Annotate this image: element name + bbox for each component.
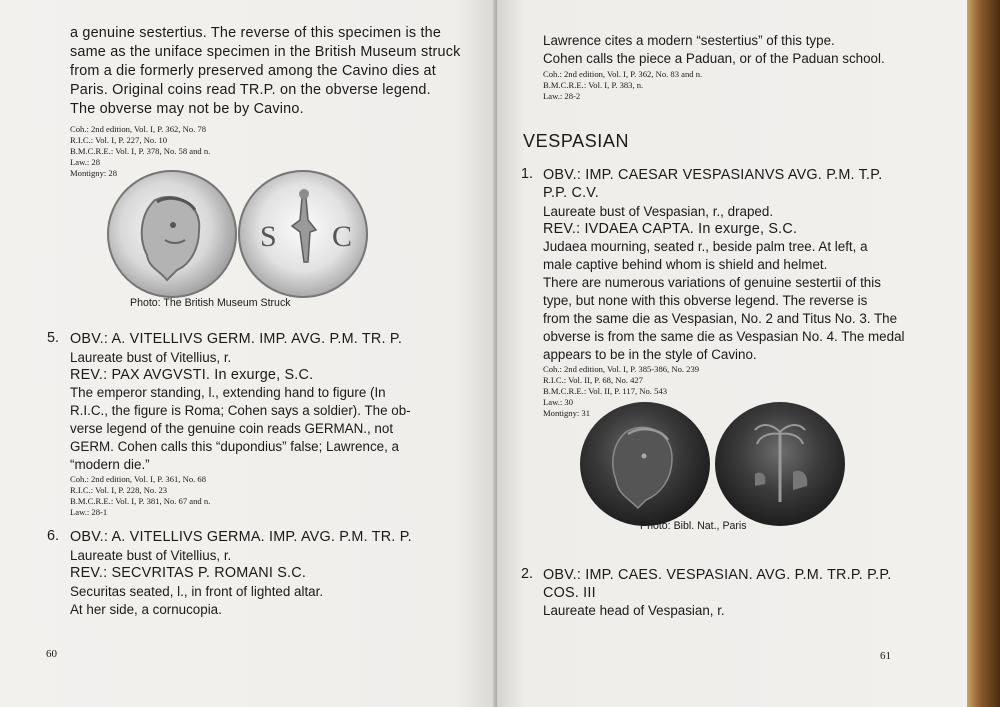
reference-line: B.M.C.R.E.: Vol. I, P. 378, No. 58 and n. — [70, 146, 211, 156]
vespasian-reverse-coin-image — [715, 402, 845, 526]
vitellius-obverse-coin-image — [107, 170, 237, 298]
reference-line: Coh.: 2nd edition, Vol. I, P. 362, No. 83 and n. — [543, 69, 703, 79]
reference-line: Law.: 28-1 — [70, 507, 108, 517]
description-line: GERM. Cohen calls this “dupondius” false; Lawrence, a — [70, 439, 399, 454]
description-line: Laureate head of Vespasian, r. — [543, 603, 725, 618]
description-line: The emperor standing, l., extending hand to figure (In — [70, 385, 386, 400]
description-line: There are numerous variations of genuine sestertii of this — [543, 275, 881, 290]
intro-line: from a die formerly preserved among the Cavino dies at — [70, 63, 436, 79]
description-line: male captive behind whom is shield and helmet. — [543, 257, 828, 272]
reference-line: B.M.C.R.E.: Vol. I, P. 383, n. — [543, 80, 644, 90]
reference-line: Montigny: 31 — [543, 408, 591, 418]
description-line: Laureate bust of Vespasian, r., draped. — [543, 204, 774, 219]
vitellius-reverse-coin-image — [238, 170, 368, 298]
section-heading: VESPASIAN — [523, 131, 630, 151]
reference-line: Law.: 28 — [70, 157, 100, 167]
obverse-legend: P.P. C.V. — [543, 185, 599, 201]
vespasian-obverse-coin-image — [580, 402, 710, 526]
reference-line: Montigny: 28 — [70, 168, 118, 178]
description-line: type, but none with this obverse legend. The reverse is — [543, 293, 868, 308]
entry-number: 1. — [521, 166, 534, 182]
svg-text:S: S — [260, 220, 277, 253]
reference-line: Law.: 30 — [543, 397, 573, 407]
description-line: Securitas seated, l., in front of lighted altar. — [70, 584, 324, 599]
description-line: R.I.C., the figure is Roma; Cohen says a soldier). The ob- — [70, 403, 411, 418]
description-line: obverse is from the same die as Vespasian No. 4. The medal — [543, 329, 905, 344]
description-line: Laureate bust of Vitellius, r. — [70, 548, 232, 563]
photo-caption: Photo: The British Museum Struck — [130, 297, 291, 309]
reference-line: R.I.C.: Vol. I, P. 228, No. 23 — [70, 485, 168, 495]
reference-line: B.M.C.R.E.: Vol. II, P. 117, No. 543 — [543, 386, 667, 396]
obverse-legend: OBV.: A. VITELLIVS GERMA. IMP. AVG. P.M. TR. P. — [70, 529, 412, 545]
reference-line: R.I.C.: Vol. II, P. 68, No. 427 — [543, 375, 643, 385]
reference-line: R.I.C.: Vol. I, P. 227, No. 10 — [70, 135, 168, 145]
reference-line: Coh.: 2nd edition, Vol. I, P. 385-386, No. 239 — [543, 364, 700, 374]
description-line: At her side, a cornucopia. — [70, 602, 222, 617]
photo-caption: Photo: Bibl. Nat., Paris — [640, 520, 747, 532]
intro-line: Paris. Original coins read TR.P. on the obverse legend. — [70, 82, 431, 98]
obverse-legend: OBV.: IMP. CAESAR VESPASIANVS AVG. P.M. T.P. — [543, 167, 883, 183]
reverse-legend: REV.: SECVRITAS P. ROMANI S.C. — [70, 565, 307, 581]
reverse-legend: REV.: PAX AVGVSTI. In exurge, S.C. — [70, 367, 314, 383]
page-number: 61 — [880, 650, 891, 662]
description-line: “modern die.” — [70, 457, 150, 472]
description-line: appears to be in the style of Cavino. — [543, 347, 757, 362]
description-line: Laureate bust of Vitellius, r. — [70, 350, 232, 365]
description-line: from the same die as Vespasian, No. 2 and Titus No. 3. The — [543, 311, 898, 326]
svg-text:C: C — [332, 220, 353, 253]
obverse-legend: COS. III — [543, 585, 596, 601]
intro-line: a genuine sestertius. The reverse of this specimen is the — [70, 25, 442, 41]
reference-line: Coh.: 2nd edition, Vol. I, P. 362, No. 78 — [70, 124, 207, 134]
reference-line: Coh.: 2nd edition, Vol. I, P. 361, No. 68 — [70, 474, 207, 484]
obverse-legend: OBV.: A. VITELLIVS GERM. IMP. AVG. P.M. TR. P. — [70, 331, 403, 347]
intro-line: Lawrence cites a modern “sestertius” of this type. — [543, 33, 835, 48]
right-page — [497, 0, 967, 707]
book-edge — [967, 0, 1000, 707]
description-line: Judaea mourning, seated r., beside palm tree. At left, a — [543, 239, 868, 254]
entry-number: 5. — [47, 330, 60, 346]
obverse-legend: OBV.: IMP. CAES. VESPASIAN. AVG. P.M. TR.P. P.P. — [543, 567, 892, 583]
left-page — [0, 0, 497, 707]
entry-number: 6. — [47, 528, 60, 544]
description-line: verse legend of the genuine coin reads GERMAN., not — [70, 421, 394, 436]
reference-line: Law.: 28-2 — [543, 91, 581, 101]
reference-line: B.M.C.R.E.: Vol. I, P. 381, No. 67 and n. — [70, 496, 211, 506]
intro-line: Cohen calls the piece a Paduan, or of the Paduan school. — [543, 51, 885, 66]
intro-line: same as the uniface specimen in the British Museum struck — [70, 44, 461, 60]
reverse-legend: REV.: IVDAEA CAPTA. In exurge, S.C. — [543, 221, 798, 237]
entry-number: 2. — [521, 566, 534, 582]
page-number: 60 — [46, 648, 57, 660]
intro-line: The obverse may not be by Cavino. — [70, 101, 304, 117]
